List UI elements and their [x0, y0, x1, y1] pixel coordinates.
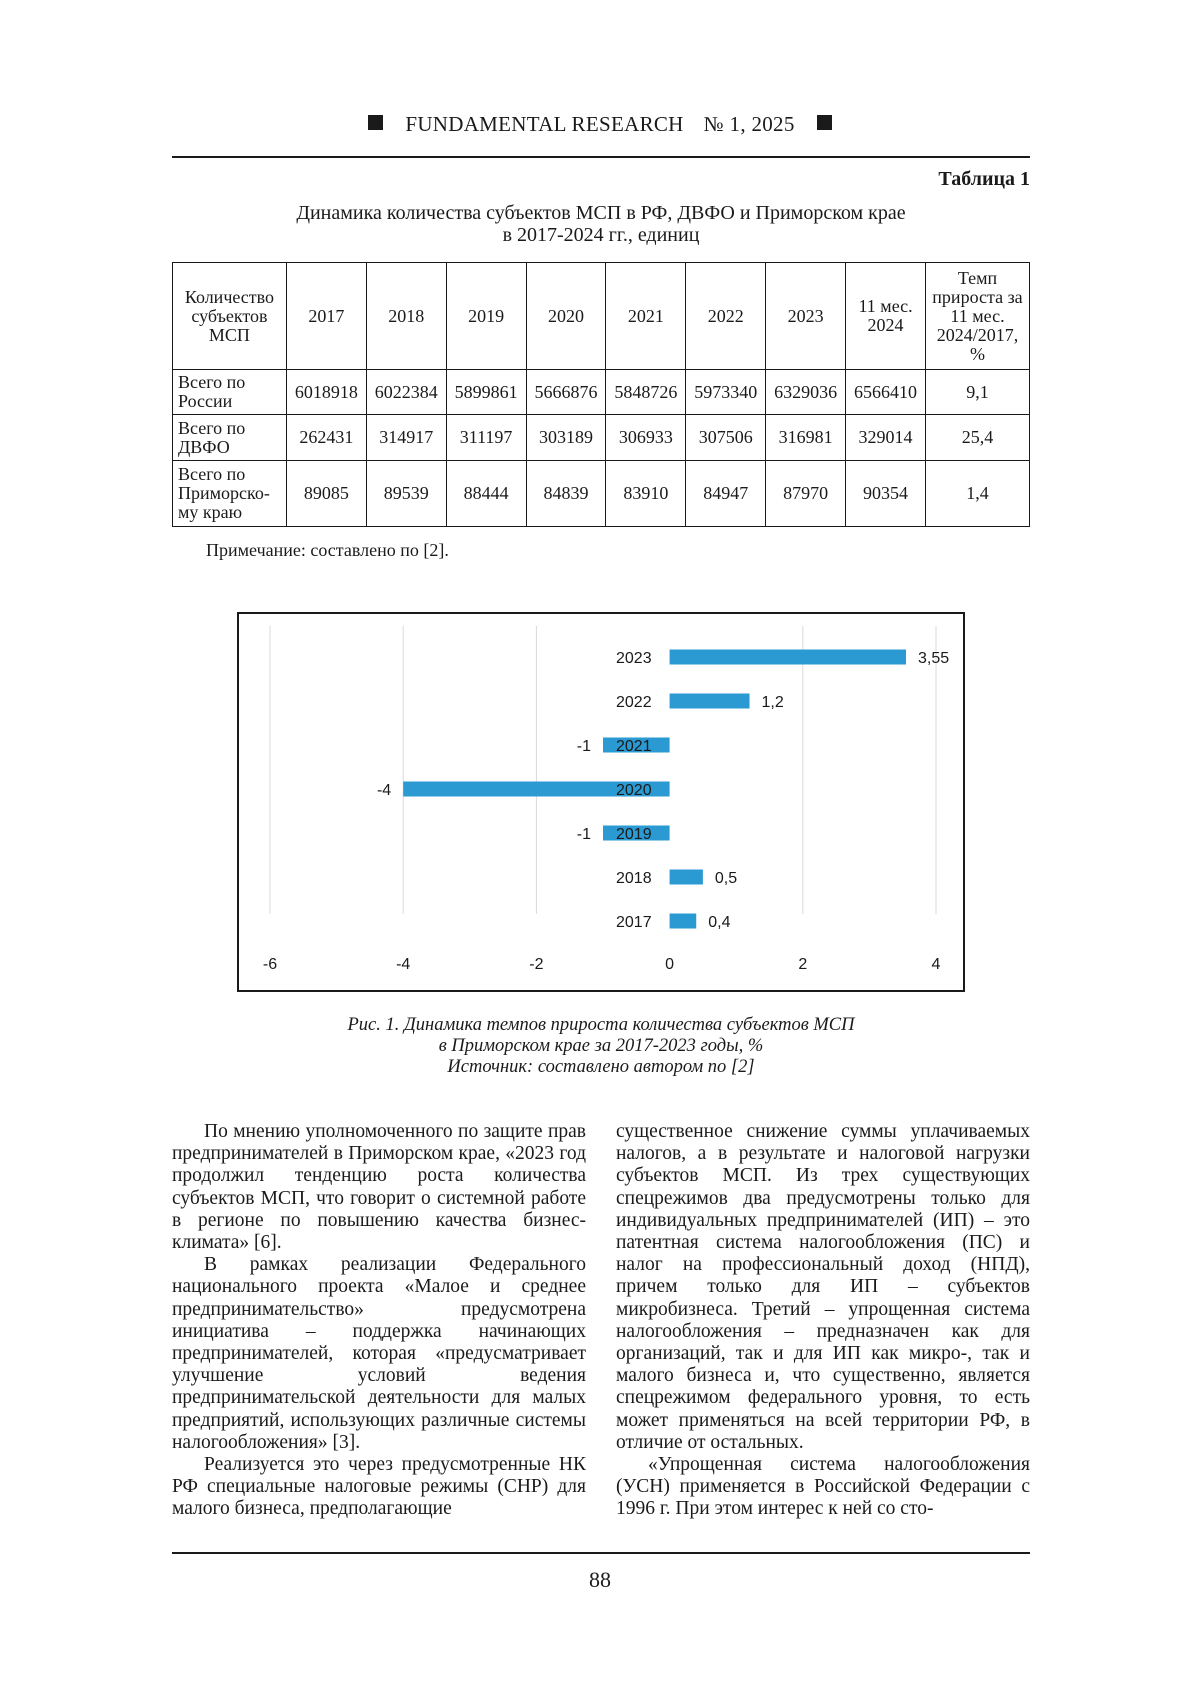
value-label: -1 — [576, 826, 591, 843]
table-row — [173, 370, 1030, 415]
table-note: Примечание: составлено по [2]. — [206, 540, 449, 560]
value-label: 0,4 — [708, 914, 731, 931]
table-cell: 314917 — [366, 415, 446, 461]
page-number: 88 — [589, 1567, 611, 1592]
category-label: 2017 — [616, 914, 652, 931]
table-cell: 303189 — [526, 415, 606, 461]
table-cell: 6018918 — [286, 370, 366, 415]
value-label: 3,55 — [918, 650, 950, 667]
table-title — [172, 202, 1030, 246]
value-label: -1 — [576, 738, 591, 755]
caption-line: Рис. 1. Динамика темпов прироста количества субъектов МСП — [347, 1015, 855, 1035]
table-cell: 316981 — [766, 415, 846, 461]
table-cell: 5848726 — [606, 370, 686, 415]
table-cell: 84947 — [686, 461, 766, 527]
table-cell: 311197 — [446, 415, 526, 461]
table-cell: 87970 — [766, 461, 846, 527]
table-cell: 6329036 — [766, 370, 846, 415]
category-label: 2023 — [616, 650, 652, 667]
table-header-cell: Темп прироста за 11 мес. 2024/2017, % — [926, 263, 1030, 370]
table-header-cell: 2019 — [446, 263, 526, 370]
category-label: 2019 — [616, 826, 652, 843]
table-title-line: Динамика количества субъектов МСП в РФ, ДВФО и Приморском крае — [296, 202, 906, 224]
x-tick-label: -4 — [396, 956, 411, 973]
paragraph: В рамках реализации Федерального национального проекта «Малое и среднее предпринимательство» предусмотрена инициатива – поддержка начинающих предпринимателей, которая «предусматривает улучшение условий ведения предпринимательской деятельности для малых предприятий, использующих различные системы налогообложения» [3]. — [172, 1254, 586, 1453]
caption-source: Источник: составлено автором по [2] — [447, 1057, 755, 1077]
header-rule — [172, 156, 1030, 158]
table-cell: 6022384 — [366, 370, 446, 415]
value-label: 1,2 — [761, 694, 784, 711]
journal-name: FUNDAMENTAL RESEARCH — [405, 112, 684, 136]
table-cell: 88444 — [446, 461, 526, 527]
body-column-left — [172, 1121, 586, 1521]
category-label: 2020 — [616, 782, 652, 799]
bar — [670, 870, 703, 885]
footer-rule — [172, 1552, 1030, 1554]
table-cell: 329014 — [846, 415, 926, 461]
table-row — [173, 461, 1030, 527]
table-cell: 5666876 — [526, 370, 606, 415]
table-header-cell: Количество субъектов МСП — [173, 263, 287, 370]
paragraph: Реализуется это через предусмотренные НК РФ специальные налоговые режимы (СНР) для малого бизнеса, предполагающие — [172, 1454, 586, 1520]
paragraph: «Упрощенная система налогообложения (УСН) применяется в Российской Федерации с 1996 г. При этом интерес к ней со сто- — [616, 1454, 1030, 1520]
table-cell: 1,4 — [926, 461, 1030, 527]
category-label: 2021 — [616, 738, 652, 755]
table-cell: 90354 — [846, 461, 926, 527]
table-header-cell: 2020 — [526, 263, 606, 370]
figure-caption — [172, 1015, 1030, 1078]
row-label: Всего по России — [173, 370, 287, 415]
body-column-right — [616, 1121, 1030, 1521]
bar — [670, 694, 750, 709]
table-cell: 83910 — [606, 461, 686, 527]
value-label: -4 — [376, 782, 392, 799]
table-cell: 84839 — [526, 461, 606, 527]
table-cell: 6566410 — [846, 370, 926, 415]
journal-header — [0, 112, 1200, 137]
bar — [670, 914, 697, 929]
msp-table — [172, 262, 1030, 527]
x-tick-label: -6 — [262, 956, 278, 973]
table-header-cell: 2022 — [686, 263, 766, 370]
table-cell: 262431 — [286, 415, 366, 461]
table-title-line: в 2017-2024 гг., единиц — [502, 224, 700, 246]
table-cell: 306933 — [606, 415, 686, 461]
table-row — [173, 415, 1030, 461]
table-label: Таблица 1 — [938, 168, 1030, 190]
x-tick-label: 2 — [798, 956, 808, 973]
table-cell: 5973340 — [686, 370, 766, 415]
growth-chart — [237, 612, 965, 992]
x-tick-label: 0 — [665, 956, 675, 973]
x-tick-label: 4 — [931, 956, 941, 973]
category-label: 2022 — [616, 694, 652, 711]
table-cell: 307506 — [686, 415, 766, 461]
paragraph: По мнению уполномоченного по защите прав предпринимателей в Приморском крае, «2023 год продолжил тенденцию роста количества субъектов МСП, что говорит о системной работе в регионе по повышению качества бизнес-климата» [6]. — [172, 1121, 586, 1254]
table-cell: 89085 — [286, 461, 366, 527]
square-bullet-icon — [368, 115, 383, 130]
table-header-row — [173, 263, 1030, 370]
growth-chart-svg — [239, 614, 963, 990]
x-tick-label: -2 — [529, 956, 544, 973]
table-cell: 9,1 — [926, 370, 1030, 415]
table-cell: 89539 — [366, 461, 446, 527]
table-header-cell: 2023 — [766, 263, 846, 370]
square-bullet-icon — [817, 115, 832, 130]
table-cell: 5899861 — [446, 370, 526, 415]
row-label: Всего по Приморско-му краю — [173, 461, 287, 527]
row-label: Всего по ДВФО — [173, 415, 287, 461]
caption-line: в Приморском крае за 2017-2023 годы, % — [438, 1036, 764, 1056]
value-label: 0,5 — [714, 870, 738, 887]
table-header-cell: 2018 — [366, 263, 446, 370]
table-header-cell: 2017 — [286, 263, 366, 370]
table-header-cell: 2021 — [606, 263, 686, 370]
issue-number: № 1, 2025 — [703, 112, 795, 136]
category-label: 2018 — [616, 870, 652, 887]
paragraph: существенное снижение суммы уплачиваемых налогов, а в результате и налоговой нагрузки субъектов МСП. Из трех существующих спецрежимов два предусмотрены только для индивидуальных предпринимателей (ИП) – это патентная система налогообложения (ПС) и налог на профессиональный доход (НПД), причем только для ИП – субъектов микробизнеса. Третий – упрощенная система налогообложения – предназначен как для организаций, так и для ИП как микро-, так и малого бизнеса и, что существенно, является спецрежимом федерального уровня, то есть может применяться на всей территории РФ, в отличие от остальных. — [616, 1121, 1030, 1453]
table-header-cell: 11 мес. 2024 — [846, 263, 926, 370]
bar — [670, 650, 906, 665]
table-cell: 25,4 — [926, 415, 1030, 461]
